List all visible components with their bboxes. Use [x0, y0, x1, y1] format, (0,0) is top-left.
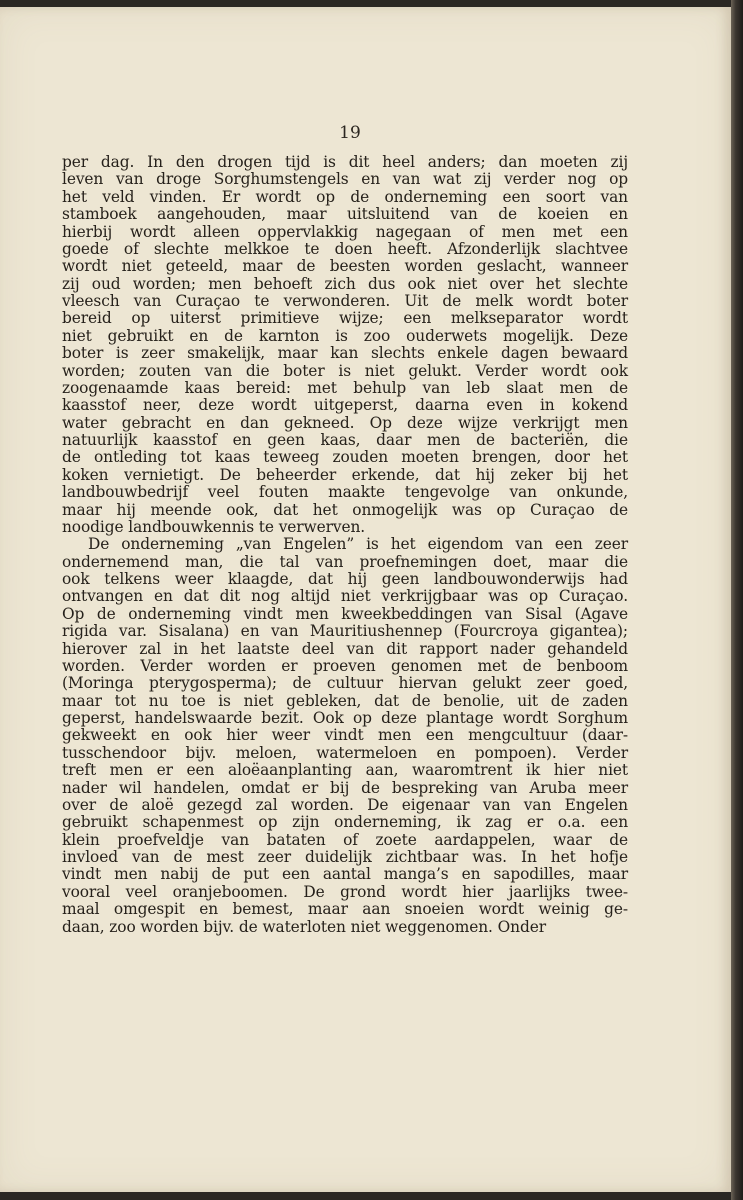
text-line: ook telkens weer klaagde, dat hij geen landbouwonderwijs had	[62, 570, 628, 588]
text-line: worden. Verder worden er proeven genomen met de benboom	[62, 656, 628, 675]
text-line: bereid op uiterst primitieve wijze; een melkseparator wordt	[62, 309, 628, 328]
text-line: maar tot nu toe is niet gebleken, dat de benolie, uit de zaden	[62, 691, 628, 710]
text-line: water gebracht en dan gekneed. Op deze wijze verkrijgt men	[62, 413, 628, 432]
text-line: over de aloë gezegd zal worden. De eigenaar van van Engelen	[62, 795, 628, 814]
text-line: rigida var. Sisalana) en van Mauritiushennep (Fourcroya gigantea);	[62, 622, 628, 641]
text-line: worden; zouten van die boter is niet gelukt. Verder wordt ook	[62, 361, 628, 380]
text-line: geperst, handelswaarde bezit. Ook op deze plantage wordt Sorghum	[62, 709, 628, 727]
book-binding-edge	[731, 0, 743, 1200]
text-line: vooral veel oranjeboomen. De grond wordt hier jaarlijks twee-	[62, 882, 628, 901]
text-line: vindt men nabij de put een aantal manga’s en sapodilles, maar	[62, 865, 628, 884]
text-line: hierover zal in het laatste deel van dit rapport nader gehandeld	[62, 639, 628, 658]
text-line: zij oud worden; men behoeft zich dus ook niet over het slechte	[62, 274, 628, 293]
text-line: De onderneming „van Engelen” is het eigendom van een zeer	[88, 535, 628, 554]
page-number: 19	[339, 123, 361, 143]
text-line: goede of slechte melkkoe te doen heeft. Afzonderlijk slachtvee	[62, 239, 628, 258]
text-line: invloed van de mest zeer duidelijk zichtbaar was. In het hofje	[62, 848, 628, 866]
text-line: het veld vinden. Er wordt op de onderneming een soort van	[62, 187, 628, 206]
text-line: leven van droge Sorghumstengels en van wat zij verder nog op	[62, 170, 628, 189]
text-line: klein proefveldje van bataten of zoete aardappelen, waar de	[62, 830, 628, 849]
body-text	[62, 154, 628, 936]
text-line: koken vernietigt. De beheerder erkende, dat hij zeker bij het	[62, 465, 628, 484]
text-line: maal omgespit en bemest, maar aan snoeien wordt weinig ge-	[62, 900, 628, 919]
text-line: tusschendoor bijv. meloen, watermeloen en pompoen). Verder	[62, 743, 628, 762]
text-line: treft men er een aloëaanplanting aan, waaromtrent ik hier niet	[62, 761, 628, 780]
text-line: hierbij wordt alleen oppervlakkig nagegaan of men met een	[62, 222, 628, 241]
text-line: zoogenaamde kaas bereid: met behulp van leb slaat men de	[62, 378, 628, 397]
text-line: Op de onderneming vindt men kweekbeddingen van Sisal (Agave	[62, 604, 628, 623]
text-line: vleesch van Curaçao te verwonderen. Uit de melk wordt boter	[62, 292, 628, 310]
text-line: natuurlijk kaasstof en geen kaas, daar men de bacteriën, die	[62, 431, 628, 449]
text-line: de ontleding tot kaas teweeg zouden moeten brengen, door het	[62, 448, 628, 467]
text-line: wordt niet geteeld, maar de beesten worden geslacht, wanneer	[62, 257, 628, 276]
text-line: niet gebruikt en de karnton is zoo ouderwets mogelijk. Deze	[62, 326, 628, 345]
text-line: gebruikt schapenmest op zijn onderneming, ik zag er o.a. een	[62, 813, 628, 832]
text-line: stamboek aangehouden, maar uitsluitend van de koeien en	[62, 205, 628, 224]
text-line: per dag. In den drogen tijd is dit heel anders; dan moeten zij	[62, 153, 628, 171]
text-line: ontvangen en dat dit nog altijd niet verkrijgbaar was op Curaçao.	[62, 587, 628, 606]
text-line: maar hij meende ook, dat het onmogelijk was op Curaçao de	[62, 500, 628, 519]
text-line: noodige landbouwkennis te verwerven.	[62, 517, 366, 536]
book-page	[0, 7, 731, 1192]
text-line: ondernemend man, die tal van proefnemingen doet, maar die	[62, 552, 628, 571]
text-line: gekweekt en ook hier weer vindt men een mengcultuur (daar-	[62, 726, 628, 745]
text-line: kaasstof neer, deze wordt uitgeperst, daarna even in kokend	[62, 396, 628, 415]
text-line: boter is zeer smakelijk, maar kan slechts enkele dagen bewaard	[62, 344, 628, 363]
text-line: nader wil handelen, omdat er bij de bespreking van Aruba meer	[62, 778, 628, 797]
text-line: landbouwbedrijf veel fouten maakte tengevolge van onkunde,	[62, 483, 628, 502]
text-line: daan, zoo worden bijv. de waterloten niet weggenomen. Onder	[62, 917, 546, 936]
text-line: (Moringa pterygosperma); de cultuur hiervan gelukt zeer goed,	[62, 674, 628, 693]
